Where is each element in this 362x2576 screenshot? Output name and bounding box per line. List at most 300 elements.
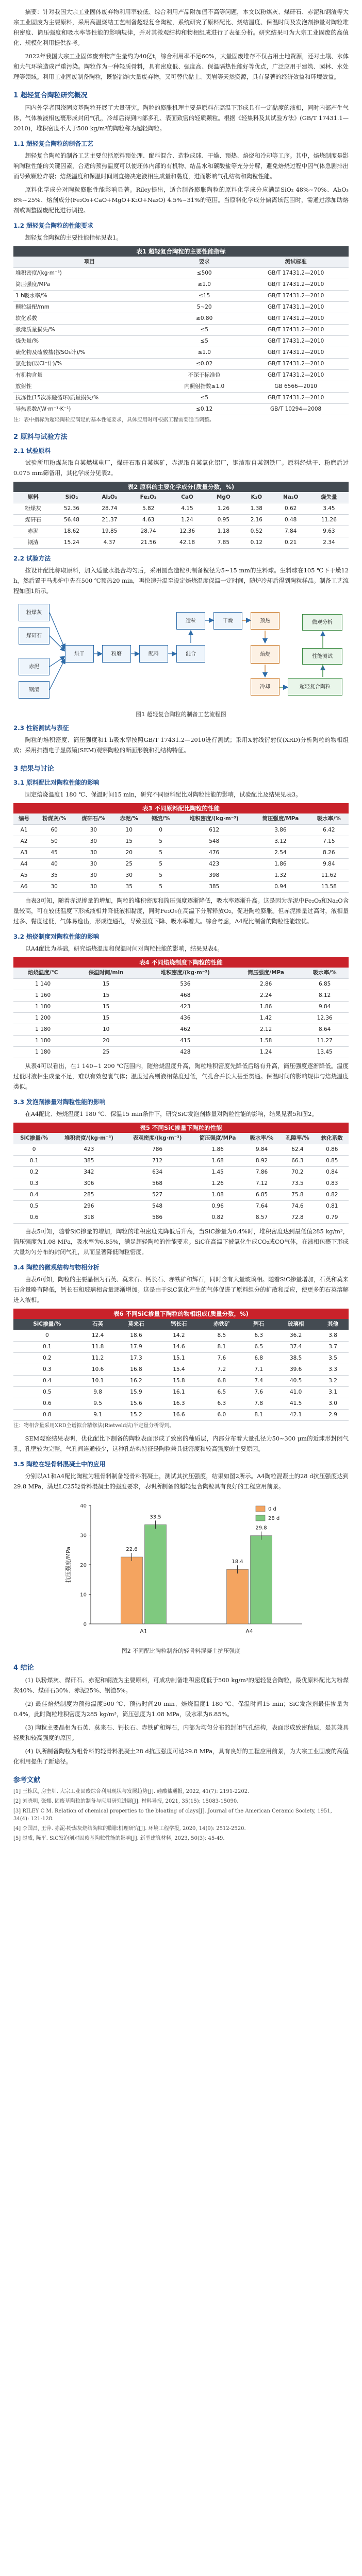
table-cell: ≥1.0 <box>166 279 243 291</box>
bar-value-label: 29.8 <box>255 1525 267 1531</box>
table-cell: 30 <box>35 882 74 893</box>
table-cell: 8.5 <box>200 1330 243 1342</box>
legend-label: 28 d <box>268 1516 280 1521</box>
table-cell: 0.4 <box>13 1190 55 1201</box>
table-cell: 3.0 <box>317 1398 349 1410</box>
table-cell: 0.94 <box>252 882 309 893</box>
conclusion-item: (1) 以粉煤灰、煤矸石、赤泥和钢渣为主要原料，可成功制备堆积密度低于500 kg/m³的超轻复合陶粒，最优原料配比为粉煤灰40%、煤矸石30%、赤泥25%、钢渣5%。 <box>13 1677 349 1694</box>
table-row <box>13 859 349 870</box>
table-title: 表4 不同焙烧制度下陶粒的性能 <box>13 957 349 968</box>
table-header: 项目 <box>13 257 166 268</box>
y-tick-label: 20 <box>80 1563 87 1568</box>
body-paragraph: 试验所用粉煤灰取自某燃煤电厂，煤矸石取自某煤矿，赤泥取自某氧化铝厂，钢渣取自某钢铁厂。原料经烘干、粉磨后过0.075 mm筛备用，其化学成分见表2。 <box>13 460 349 477</box>
table-header: 堆积密度/(kg·m⁻³) <box>176 814 252 825</box>
table-cell: 1.08 <box>191 1190 243 1201</box>
table-cell: 0.1 <box>13 1342 81 1353</box>
test-box: 微观分析 <box>302 614 342 631</box>
bar-value-label: 22.6 <box>126 1547 138 1553</box>
table-row <box>13 882 349 893</box>
table-cell: ≤1.0 <box>166 347 243 359</box>
table-header: 吸水率/% <box>309 814 349 825</box>
table-cell: GB 6566—2010 <box>243 381 349 393</box>
table-cell: 6.42 <box>309 825 349 836</box>
table-header: 原料 <box>13 492 53 503</box>
table-title: 表3 不同原料配比陶粒的性能 <box>13 803 349 814</box>
bar <box>145 1524 167 1624</box>
table-header: SiC掺量/% <box>13 1133 55 1144</box>
table-row <box>13 1364 349 1376</box>
table-cell: 30 <box>74 848 113 859</box>
table-cell: 16.1 <box>157 1387 200 1398</box>
table-header: 赤泥/% <box>113 814 145 825</box>
table-cell: A5 <box>13 870 35 882</box>
table-cell: 1 160 <box>13 990 72 1002</box>
table-row <box>13 1036 349 1047</box>
table-row <box>13 336 349 347</box>
table-cell: 9.5 <box>81 1398 115 1410</box>
table-cell: 436 <box>140 1013 231 1024</box>
body-paragraph: 按设计配比称取原料，加入适量水混合均匀后，采用圆盘造粒机制备粒径为5~15 mm的生料球。生料球在105 ℃下干燥12 h，然后置于马弗炉中先在500 ℃预热20 min，再快速升温至设定焙烧温度保温一定时间，随炉冷却后得到陶粒样品。制备工艺流程如图1所示。 <box>13 567 349 595</box>
table-cell: 3.86 <box>252 825 309 836</box>
table-cell: GB/T 17431.2—2010 <box>243 291 349 302</box>
reference-item: [1] 王栋民, 房奎圳. 大宗工业固废综合利用现状与发展趋势[J]. 硅酸盐通报, 2022, 41(7): 2191-2202. <box>13 1789 250 1794</box>
table-row <box>13 1212 349 1224</box>
table-row <box>13 1330 349 1342</box>
table-cell: 35 <box>113 882 145 893</box>
subsection-heading: 2.3 性能测试与表征 <box>13 724 69 732</box>
table-cell: 9.1 <box>81 1410 115 1421</box>
table-cell: 2.86 <box>231 979 301 990</box>
body-paragraph: 固定焙烧温度1 180 ℃、保温时间15 min，研究不同原料配比对陶粒性能的影响，试验配比及结果见表3。 <box>25 791 302 798</box>
table-cell: 462 <box>140 1024 231 1036</box>
body-paragraph: 分别以A1和A4配比陶粒为粗骨料制备轻骨料混凝土，测试其抗压强度，结果如图2所示。A4陶粒混凝土的28 d抗压强度达到29.8 MPa，满足LC25轻骨料混凝土的强度要求，表明所制备的超轻复合陶粒具有良好的工程应用前景。 <box>13 1473 349 1490</box>
table-cell: 3.5 <box>317 1353 349 1364</box>
table-header: 吸水率/% <box>301 968 349 979</box>
table-cell: 7.6 <box>243 1387 274 1398</box>
table-cell: ≤0.12 <box>166 404 243 415</box>
table-cell: 1.68 <box>191 1156 243 1167</box>
subsection-heading: 1.2 超轻复合陶粒的性能要求 <box>13 222 93 229</box>
y-tick-label: 40 <box>80 1503 87 1509</box>
table-cell: 0.6 <box>13 1398 81 1410</box>
table-header: 软化系数 <box>316 1133 349 1144</box>
table-cell: 1.42 <box>231 1013 301 1024</box>
table-cell: 56.48 <box>53 515 90 526</box>
table-row <box>13 1144 349 1156</box>
table-cell: 11.62 <box>309 870 349 882</box>
table-1 <box>13 246 349 424</box>
table-cell: 4.15 <box>168 503 206 515</box>
body-paragraph: 由表5可知，随着SiC掺量的增加，陶粒的堆积密度先降低后升高，当SiC掺量为0.4%时，堆积密度达到最低值285 kg/m³，筒压强度为1.08 MPa，吸水率为6.85%，满足超轻陶粒的性能要求。SiC在高温下被氧化生成CO₂或CO气体，在液相包裹下形成大量均匀分布的封闭气孔，从而显著降低陶粒密度。 <box>13 1228 349 1256</box>
body-paragraph: 在A4配比、焙烧温度1 180 ℃、保温15 min条件下，研究SiC发泡剂掺量对陶粒性能的影响，结果见表5和图2。 <box>25 1111 318 1117</box>
table-cell: 1.32 <box>252 870 309 882</box>
table-cell: ≤5 <box>166 325 243 336</box>
table-cell: A4 <box>13 859 35 870</box>
table-cell: 9.8 <box>81 1387 115 1398</box>
subsection-heading: 1.1 超轻复合陶粒的制备工艺 <box>13 140 93 147</box>
table-row <box>13 1013 349 1024</box>
table-cell: 1.86 <box>231 1002 301 1013</box>
table-cell: 2.16 <box>241 515 272 526</box>
table-cell: 6.3 <box>200 1398 243 1410</box>
table-header: 烧失量 <box>309 492 349 503</box>
y-tick-label: 0 <box>83 1622 87 1628</box>
table-cell: 75.8 <box>279 1190 315 1201</box>
table-title: 表2 原料的主要化学成分(质量分数，%) <box>13 482 349 492</box>
legend-swatch <box>256 1506 265 1512</box>
table-header: 保温时间/min <box>72 968 139 979</box>
table-cell: 7.15 <box>309 836 349 848</box>
reference-item: [3] RILEY C M. Relation of chemical properties to the bloating of clays[J]. Journal of the American Ceramic Society, 1951, 34(4): 121-128. <box>13 1808 332 1822</box>
bar-value-label: 18.4 <box>232 1559 243 1565</box>
table-row <box>13 370 349 381</box>
table-cell: ≤15 <box>166 291 243 302</box>
section-heading: 1 超轻复合陶粒研究概况 <box>13 92 88 99</box>
table-cell: 堆积密度/(kg·m⁻³) <box>13 268 166 279</box>
table-row <box>13 1342 349 1353</box>
table-cell: 1.86 <box>191 1144 243 1156</box>
table-cell: 12.36 <box>168 526 206 537</box>
table-cell: 12.36 <box>301 1013 349 1024</box>
table-body <box>13 1144 349 1224</box>
table-cell: 煮沸质量损失/% <box>13 325 166 336</box>
body-paragraph: 超轻复合陶粒的主要性能指标见表1。 <box>25 234 122 241</box>
table-cell: 不深于标准色 <box>166 370 243 381</box>
table-header: 要求 <box>166 257 243 268</box>
table-header: 辉石 <box>243 1319 274 1330</box>
table-cell: 25 <box>113 859 145 870</box>
table-cell: 1.26 <box>191 1178 243 1190</box>
table-header: 筒压强度/MPa <box>252 814 309 825</box>
table-cell: 16.2 <box>115 1376 158 1387</box>
table-cell: 5 <box>145 882 176 893</box>
table-cell: 1 180 <box>13 1047 72 1058</box>
table-cell: 0.1 <box>13 1156 55 1167</box>
table-cell: 11.8 <box>81 1342 115 1353</box>
table-cell: 16.3 <box>157 1398 200 1410</box>
table-cell: 导热系数/(W·m⁻¹·K⁻¹) <box>13 404 166 415</box>
kiln-step-box: 冷却 <box>251 678 279 696</box>
table-cell: 16.8 <box>115 1364 158 1376</box>
reference-item: [2] 刘晓明, 张娜. 固废基陶粒的制备与应用研究进展[J]. 材料导报, 2021, 35(15): 15083-15090. <box>13 1799 239 1804</box>
table-cell: 硫化物及硫酸盐(按SO₃计)/% <box>13 347 166 359</box>
table-body <box>13 825 349 893</box>
table-cell: 0.6 <box>13 1212 55 1224</box>
raw-material-box: 煤矸石 <box>19 627 50 645</box>
table-cell: 6.0 <box>200 1410 243 1421</box>
table-cell: 粉煤灰 <box>13 503 53 515</box>
table-cell: 66.3 <box>279 1156 315 1167</box>
table-cell: 7.6 <box>200 1353 243 1364</box>
table-cell: 385 <box>55 1156 123 1167</box>
table-cell: 7.8 <box>243 1398 274 1410</box>
table-cell: 70.2 <box>279 1167 315 1178</box>
table-cell: A2 <box>13 836 35 848</box>
table-cell: 17.3 <box>115 1353 158 1364</box>
table-cell: 筒压强度/MPa <box>13 279 166 291</box>
table-cell: 25 <box>72 1047 139 1058</box>
table-cell: 415 <box>140 1036 231 1047</box>
section-heading: 4 结论 <box>13 1664 34 1672</box>
table-cell: 0.52 <box>241 526 272 537</box>
table-cell: 0.95 <box>206 515 241 526</box>
table-row <box>13 268 349 279</box>
table-cell: 8.64 <box>301 1024 349 1036</box>
table-cell: 6.3 <box>243 1330 274 1342</box>
table-cell: 0.85 <box>316 1156 349 1167</box>
table-title: 表1 超轻复合陶粒的主要性能指标 <box>13 246 349 257</box>
table-cell: 15.9 <box>115 1387 158 1398</box>
table-cell: 8.92 <box>244 1156 279 1167</box>
table-cell: 15.8 <box>157 1376 200 1387</box>
table-cell: 1 180 <box>13 1002 72 1013</box>
table-row <box>13 1002 349 1013</box>
table-cell: 342 <box>55 1167 123 1178</box>
table-row <box>13 848 349 859</box>
table-cell: 5.82 <box>128 503 168 515</box>
table-row <box>13 503 349 515</box>
table-row <box>13 870 349 882</box>
table-cell: 15.1 <box>157 1353 200 1364</box>
bar <box>121 1557 143 1624</box>
table-cell: GB/T 17431.2—2010 <box>243 268 349 279</box>
y-tick-label: 10 <box>80 1592 87 1598</box>
kiln-step-box: 预热 <box>251 612 279 630</box>
table-row <box>13 537 349 549</box>
table-row <box>13 1024 349 1036</box>
table-row <box>13 836 349 848</box>
table-cell: 13.45 <box>301 1047 349 1058</box>
table-row <box>13 990 349 1002</box>
table-cell: GB/T 17431.2—2010 <box>243 279 349 291</box>
table-cell: 1.38 <box>241 503 272 515</box>
table-cell: 21.56 <box>128 537 168 549</box>
table-cell: 7.85 <box>206 537 241 549</box>
table-header-row <box>13 492 349 503</box>
table-cell: 放射性 <box>13 381 166 393</box>
bar <box>251 1536 272 1624</box>
y-tick-label: 30 <box>80 1533 87 1539</box>
table-cell: 3.2 <box>317 1376 349 1387</box>
raw-material-box: 粉煤灰 <box>19 604 50 621</box>
table-cell: 3.3 <box>317 1364 349 1376</box>
test-box: 性能测试 <box>302 648 342 665</box>
table-cell: 2.24 <box>231 990 301 1002</box>
table-title: 表6 不同SiC掺量下陶粒的物相组成(质量分数，%) <box>13 1309 349 1319</box>
table-cell: 0.2 <box>13 1353 81 1364</box>
table-cell: 0.5 <box>13 1387 81 1398</box>
table-cell: 30 <box>113 870 145 882</box>
table-cell: 颗粒级配/mm <box>13 302 166 313</box>
table-cell: 60 <box>35 825 74 836</box>
figure-caption: 图1 超轻复合陶粒的制备工艺流程图 <box>136 711 226 718</box>
subsection-heading: 3.4 陶粒的微观结构与物相分析 <box>13 1264 100 1271</box>
table-4 <box>13 957 349 1058</box>
process-flow-diagram <box>13 600 349 708</box>
table-cell: 28.74 <box>91 503 128 515</box>
table-cell: 8.12 <box>301 990 349 1002</box>
table-cell: 20 <box>113 848 145 859</box>
table-cell: GB/T 17431.1—2010 <box>243 302 349 313</box>
table-3 <box>13 803 349 893</box>
table-row <box>13 1047 349 1058</box>
table-cell: 3.8 <box>317 1330 349 1342</box>
table-header: 玻璃相 <box>274 1319 317 1330</box>
table-cell: 2.34 <box>309 537 349 549</box>
table-header: 堆积密度/(kg·m⁻³) <box>140 968 231 979</box>
table-cell: 0.79 <box>316 1212 349 1224</box>
table-cell: 12.4 <box>81 1330 115 1342</box>
table-cell: A3 <box>13 848 35 859</box>
table-row <box>13 1201 349 1212</box>
table-cell: 3.1 <box>317 1387 349 1398</box>
table-cell: 15.6 <box>115 1398 158 1410</box>
table-cell: 1.45 <box>191 1167 243 1178</box>
table-cell: 6.85 <box>244 1190 279 1201</box>
table-cell: 423 <box>176 859 252 870</box>
process-step-box: 造粒 <box>176 612 205 630</box>
table-cell: 14.2 <box>157 1330 200 1342</box>
table-cell: 0.86 <box>316 1144 349 1156</box>
table-row <box>13 279 349 291</box>
table-cell: 1.24 <box>231 1047 301 1058</box>
process-step-box: 干燥 <box>213 612 242 630</box>
table-cell: 17.9 <box>115 1342 158 1353</box>
subsection-heading: 3.2 焙烧制度对陶粒性能的影响 <box>13 933 100 940</box>
table-cell: 10.6 <box>81 1364 115 1376</box>
table-cell: GB/T 10294—2008 <box>243 404 349 415</box>
table-cell: 398 <box>176 870 252 882</box>
table-6 <box>13 1309 349 1430</box>
table-note: 注：表中指标为超轻陶粒应满足的基本性能要求，具体应用时可根据工程需要适当调整。 <box>13 417 215 423</box>
abstract-paragraph: 摘要：针对我国大宗工业固体废弃物利用率较低、综合利用产品附加值不高等问题，本文以粉煤灰、煤矸石、赤泥和钢渣等大宗工业固废为主要原料，采用高温烧结工艺制备超轻复合陶粒，系统研究了原料配比、烧结温度、保温时间及发泡剂掺量对陶粒堆积密度、筒压强度和吸水率等性能的影响规律，并对其微观结构和物相组成进行了表征分析。研究结果可为大宗工业固废的高值化、规模化利用提供参考。 <box>13 9 349 46</box>
body-paragraph: 从表4可以看出，在1 140~1 200 ℃范围内，随焙烧温度升高，陶粒堆积密度先降低后略有升高，筒压强度逐渐降低。温度过低时液相生成量不足，难以有效包裹气体；温度过高则液相黏度过低，气孔合并长大甚至贯通。保温时间的影响规律与焙烧温度类似。 <box>13 1063 349 1090</box>
table-cell: 0.83 <box>316 1178 349 1190</box>
body-paragraph: 以A4配比为基础，研究焙烧温度和保温时间对陶粒性能的影响，结果见表4。 <box>25 945 223 952</box>
table-cell: 7.86 <box>244 1167 279 1178</box>
table-cell: 39.6 <box>274 1364 317 1376</box>
table-cell: 30 <box>74 836 113 848</box>
table-cell: 7.4 <box>243 1376 274 1387</box>
table-cell: 1 180 <box>13 1024 72 1036</box>
table-cell: 0.5 <box>13 1201 55 1212</box>
table-cell: 37.4 <box>274 1342 317 1353</box>
table-row <box>13 979 349 990</box>
table-header: SiO₂ <box>53 492 90 503</box>
table-cell: 0.12 <box>241 537 272 549</box>
table-cell: 5 <box>145 859 176 870</box>
table-cell: 8.1 <box>200 1342 243 1353</box>
table-cell: 40 <box>35 859 74 870</box>
table-header: 钢渣/% <box>145 814 176 825</box>
table-cell: 41.0 <box>274 1387 317 1398</box>
table-header: Fe₂O₃ <box>128 492 168 503</box>
table-cell: 15 <box>72 990 139 1002</box>
table-cell: 6.85 <box>301 979 349 990</box>
table-cell: 1.86 <box>252 859 309 870</box>
conclusion-item: (4) 以所制备陶粒为粗骨料的轻骨料混凝土28 d抗压强度可达29.8 MPa，具有良好的工程应用前景，为大宗工业固废的高值化利用提供了新途径。 <box>13 1748 349 1765</box>
table-cell: 1.26 <box>206 503 241 515</box>
table-cell: 有机物含量 <box>13 370 166 381</box>
table-cell: 50 <box>35 836 74 848</box>
table-cell: 72.8 <box>279 1212 315 1224</box>
subsection-heading: 3.5 陶粒在轻骨料混凝土中的应用 <box>13 1461 106 1468</box>
table-cell: 1 h吸水率/% <box>13 291 166 302</box>
body-paragraph: 由表6可知，陶粒的主要晶相为石英、莫来石、钙长石、赤铁矿和辉石，同时含有大量玻璃相。随着SiC掺量增加，石英和莫来石含量略有降低，钙长石和玻璃相含量逐渐增加。这是由于SiC氧化产生的气体促进了原料组分的扩散和反应，使更多的石英溶解进入液相。 <box>13 1276 349 1303</box>
table-body <box>13 1330 349 1421</box>
table-cell: 3.12 <box>252 836 309 848</box>
table-cell: 10.1 <box>81 1376 115 1387</box>
table-cell: 15 <box>72 1002 139 1013</box>
table-cell: 0.96 <box>191 1201 243 1212</box>
table-cell: 1 180 <box>13 1036 72 1047</box>
table-header-row <box>13 1319 349 1330</box>
table-cell: 19.85 <box>91 526 128 537</box>
table-cell: A1 <box>13 825 35 836</box>
section-heading: 3 结果与讨论 <box>13 765 54 773</box>
table-cell: 423 <box>140 1002 231 1013</box>
table-cell: GB/T 17431.2—2010 <box>243 393 349 404</box>
table-cell: 7.64 <box>244 1201 279 1212</box>
table-row <box>13 359 349 370</box>
table-row <box>13 1178 349 1190</box>
table-cell: 0.84 <box>316 1167 349 1178</box>
table-cell: 11.27 <box>301 1036 349 1047</box>
table-cell: 0.82 <box>316 1190 349 1201</box>
table-row <box>13 1410 349 1421</box>
references-list <box>13 1788 349 1842</box>
table-cell: 10 <box>113 825 145 836</box>
table-cell: 15 <box>72 979 139 990</box>
table-row <box>13 515 349 526</box>
table-cell: 296 <box>55 1201 123 1212</box>
bar <box>227 1569 249 1624</box>
table-cell: 13.58 <box>309 882 349 893</box>
subsection-heading: 3.1 原料配比对陶粒性能的影响 <box>13 779 100 786</box>
table-row <box>13 1167 349 1178</box>
table-row <box>13 1398 349 1410</box>
table-cell: 468 <box>140 990 231 1002</box>
table-cell: 1.58 <box>231 1036 301 1047</box>
table-cell: 赤泥 <box>13 526 53 537</box>
table-header: MgO <box>206 492 241 503</box>
table-body <box>13 979 349 1058</box>
table-cell: 15.2 <box>115 1410 158 1421</box>
table-header: 吸水率/% <box>244 1133 279 1144</box>
table-row <box>13 825 349 836</box>
table-cell: 42.18 <box>168 537 206 549</box>
table-cell: ≤0.02 <box>166 359 243 370</box>
table-header: 表观密度/(kg·m⁻³) <box>123 1133 192 1144</box>
table-cell: 42.1 <box>274 1410 317 1421</box>
table-body <box>13 503 349 549</box>
table-cell: 634 <box>123 1167 192 1178</box>
table-cell: 8.57 <box>244 1212 279 1224</box>
table-cell: 6.8 <box>200 1376 243 1387</box>
table-cell: 52.36 <box>53 503 90 515</box>
figure-caption: 图2 不同配比陶粒制备的轻骨料混凝土抗压强度 <box>121 1648 241 1654</box>
intro-paragraph: 2022年我国大宗工业固体废弃物产生量约为40亿t，综合利用率不足60%，大量固废堆存不仅占用土地资源，还对土壤、水体和大气环境造成严重污染。陶粒作为一种轻质骨料，具有密度低、强度高、保温隔热性能好等优点，广泛应用于建筑、园林、水处理等领域。利用工业固废制备陶粒，既能消纳大量废弃物，又可替代黏土、页岩等天然资源，具有显著的经济效益和环境效益。 <box>13 53 349 80</box>
subsection-heading: 2.2 试验方法 <box>13 555 51 562</box>
table-row <box>13 347 349 359</box>
table-cell: ≤5 <box>166 393 243 404</box>
chart-svg <box>13 1495 349 1645</box>
table-cell: 7.2 <box>200 1364 243 1376</box>
table-header: 煤矸石/% <box>74 814 113 825</box>
table-cell: 氯化物(以Cl⁻计)/% <box>13 359 166 370</box>
table-cell: 0.8 <box>13 1410 81 1421</box>
table-2 <box>13 482 349 549</box>
